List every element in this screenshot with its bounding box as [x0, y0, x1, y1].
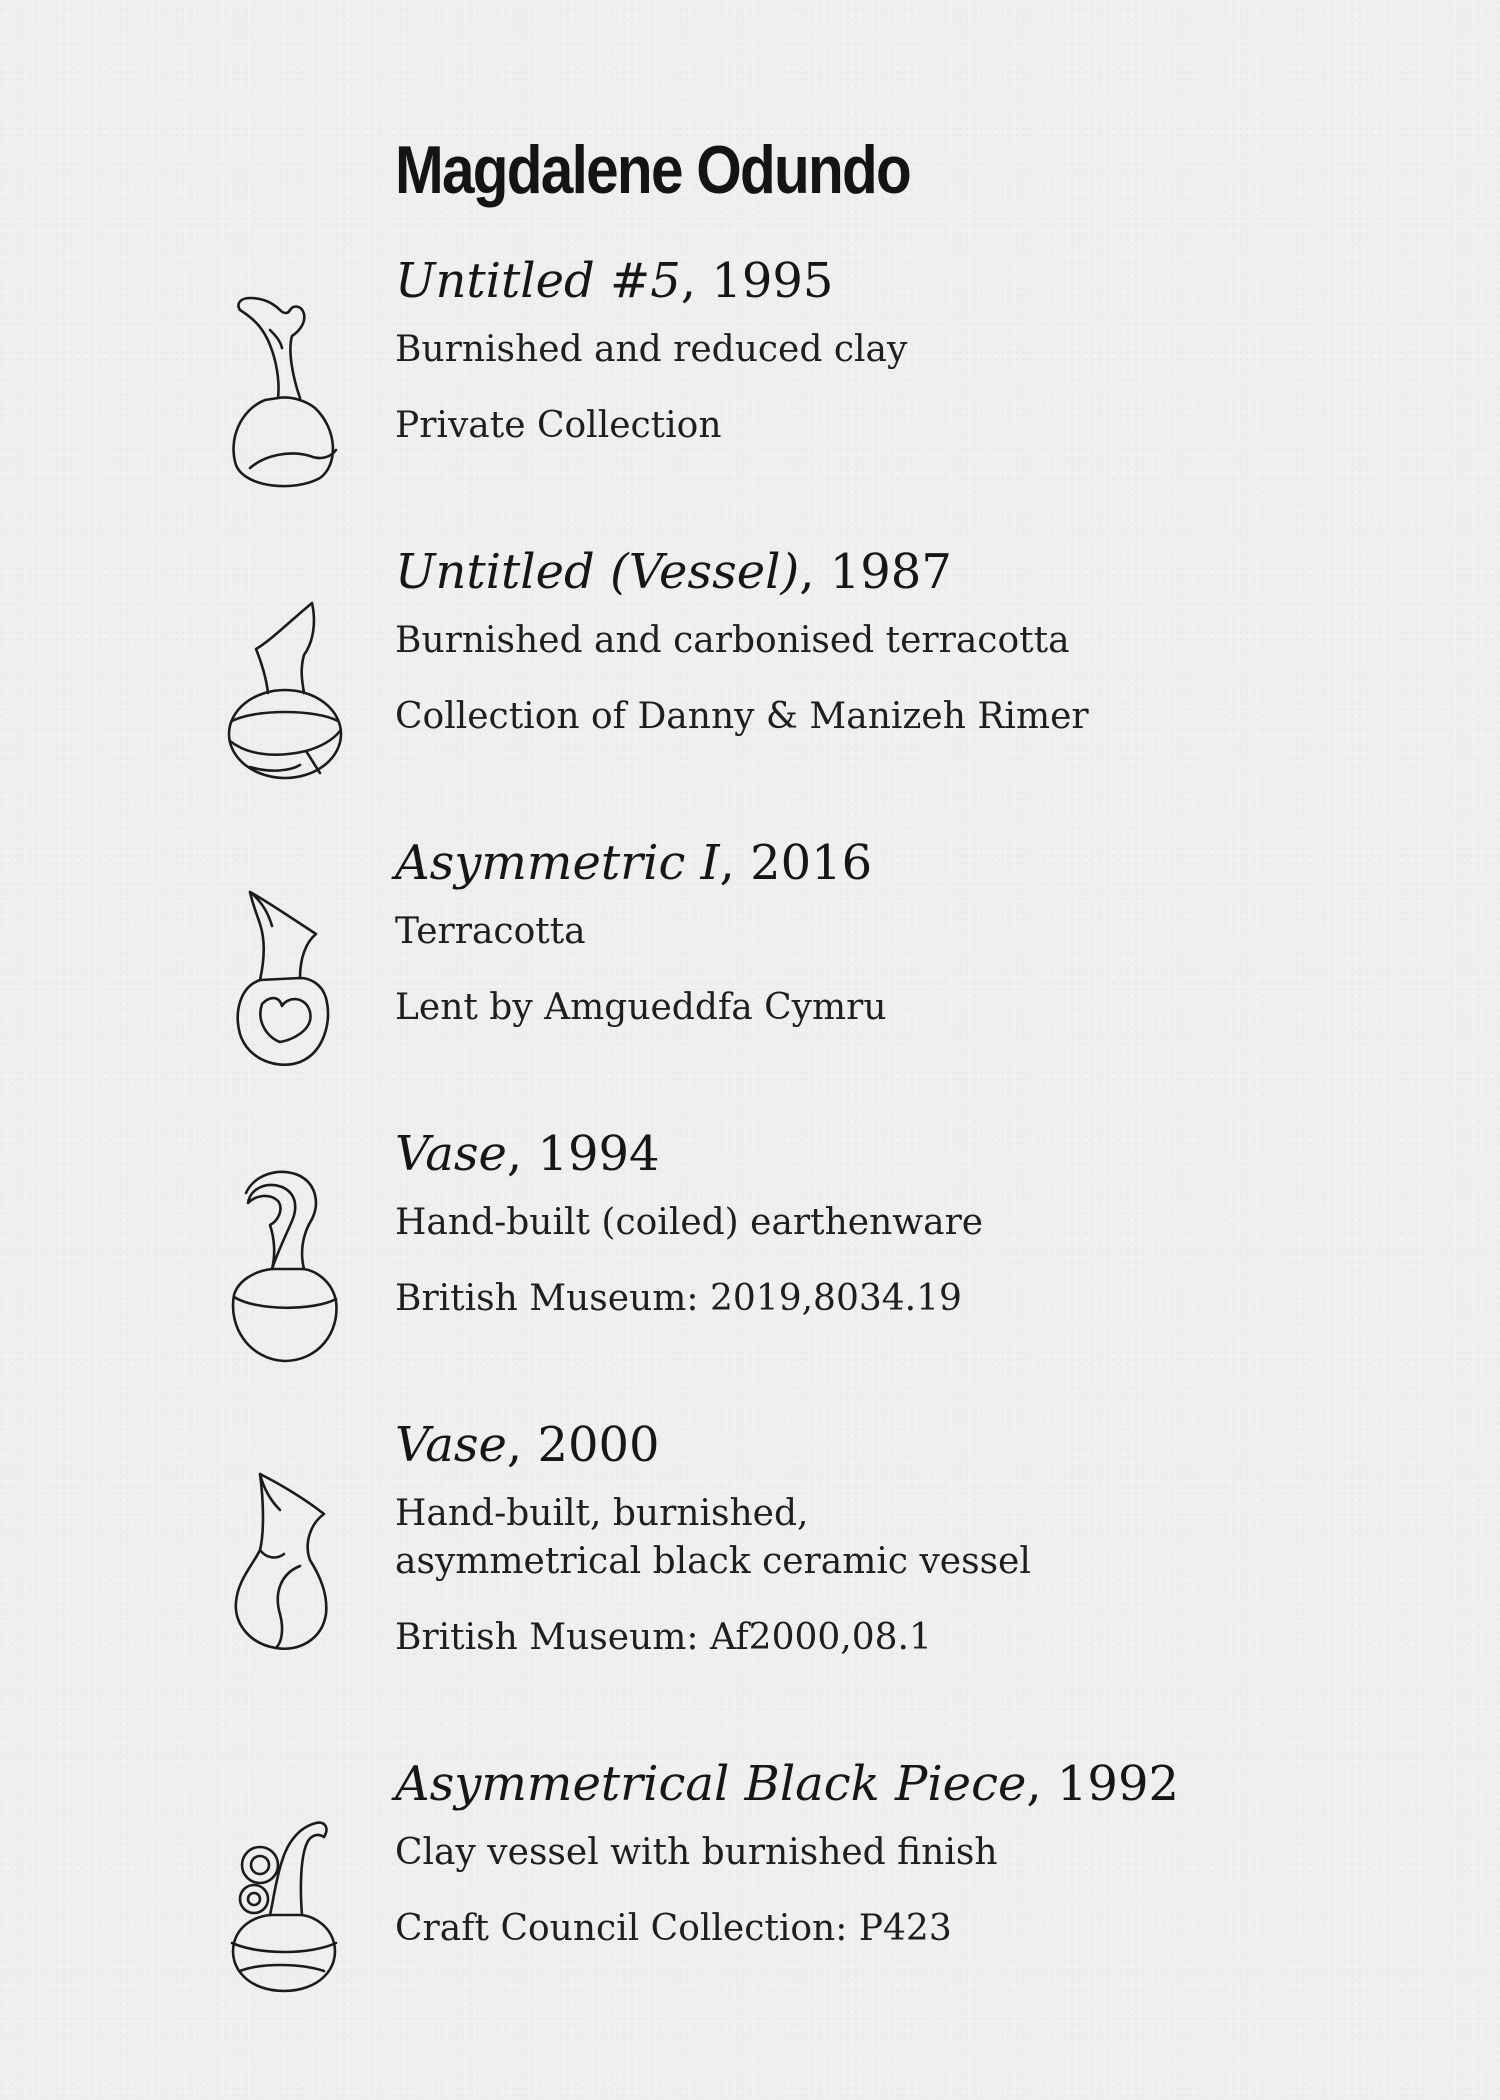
artwork-collection: British Museum: 2019,8034.19	[395, 1278, 962, 1319]
artwork-medium	[395, 908, 1455, 956]
title-year-separator: ,	[506, 1417, 538, 1473]
artwork-year: 2000	[537, 1417, 660, 1473]
title-year-separator: ,	[719, 835, 751, 891]
artwork-year: 1987	[829, 544, 952, 600]
artwork-title: Vase	[395, 1126, 507, 1182]
artwork-title: Untitled #5	[395, 253, 681, 309]
title-year-separator: ,	[680, 253, 712, 309]
title-year-separator: ,	[506, 1126, 538, 1182]
artwork-medium-line: Hand-built (coiled) earthenware	[395, 1202, 984, 1243]
artwork-medium-line: Hand-built, burnished,	[395, 1493, 809, 1534]
artwork-medium	[395, 617, 1455, 665]
artwork-title-line	[395, 541, 1455, 603]
artwork-title-line	[395, 1414, 1455, 1476]
vessel-looped-handle-icon	[220, 1793, 350, 1993]
artwork-year: 1992	[1056, 1756, 1180, 1812]
artwork-collection: Private Collection	[395, 405, 722, 446]
artwork-title: Untitled (Vessel)	[395, 544, 800, 600]
artwork-collection: Collection of Danny & Manizeh Rimer	[395, 696, 1089, 737]
artwork-medium	[395, 326, 1455, 374]
artwork-medium-line: Clay vessel with burnished finish	[395, 1832, 998, 1873]
artwork-year: 2016	[750, 835, 873, 891]
artist-name: Magdalene Odundo	[395, 132, 911, 208]
artwork-medium	[395, 1490, 1455, 1586]
artwork-title-line	[395, 832, 1455, 894]
artwork-collection: Craft Council Collection: P423	[395, 1908, 952, 1949]
artwork-title: Asymmetric I	[395, 835, 720, 891]
artwork-medium-line: Terracotta	[395, 911, 586, 952]
artwork-medium-line: Burnished and reduced clay	[395, 329, 908, 370]
vessel-coiled-neck-icon	[220, 1163, 350, 1363]
artwork-year: 1995	[711, 253, 834, 309]
vessel-banded-globe-icon	[220, 581, 350, 781]
artwork-medium	[395, 1829, 1455, 1877]
artwork-title: Asymmetrical Black Piece	[395, 1756, 1027, 1812]
artwork-title: Vase	[395, 1417, 507, 1473]
vessel-heart-body-icon	[220, 872, 350, 1072]
title-year-separator: ,	[799, 544, 830, 600]
artwork-title-line	[395, 1123, 1455, 1185]
artwork-medium-line: Burnished and carbonised terracotta	[395, 620, 1070, 661]
artwork-collection: British Museum: Af2000,08.1	[395, 1617, 932, 1658]
vessel-asymmetric-spout-icon	[220, 1454, 350, 1654]
artwork-medium	[395, 1199, 1455, 1247]
vessel-hooked-neck-icon	[220, 290, 350, 490]
artwork-collection: Lent by Amgueddfa Cymru	[395, 987, 887, 1028]
title-year-separator: ,	[1026, 1756, 1057, 1812]
artwork-year: 1994	[537, 1126, 660, 1182]
artwork-title-line	[395, 250, 1455, 312]
artwork-title-line	[395, 1753, 1455, 1815]
artwork-medium-line: asymmetrical black ceramic vessel	[395, 1541, 1031, 1582]
